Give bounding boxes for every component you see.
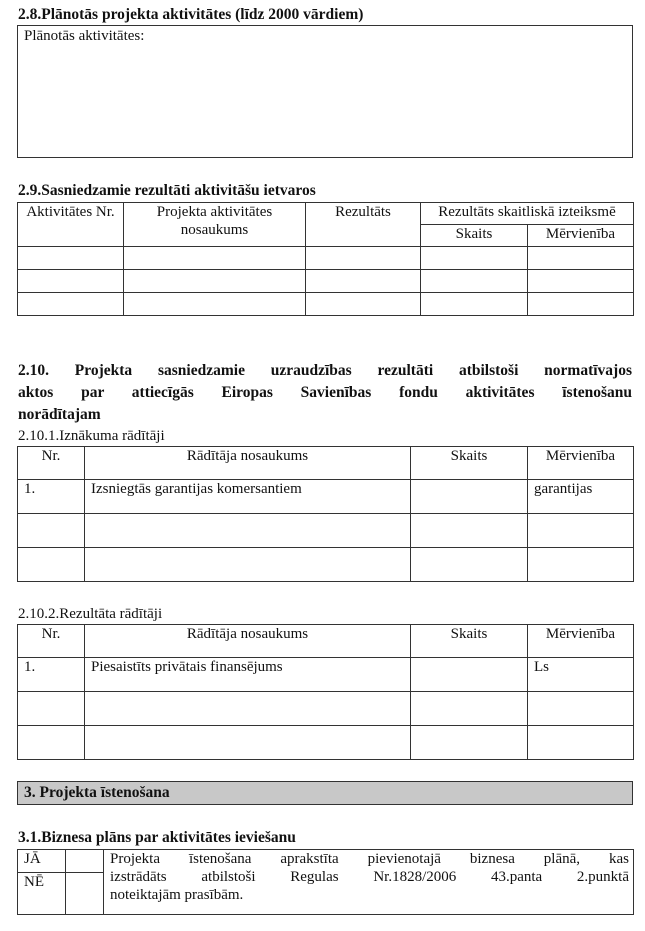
result-indicators-subheading: 2.10.2.Rezultāta rādītāji [18, 606, 163, 622]
col-nr: Nr. [18, 447, 85, 480]
row-indicator-name: Izsniegtās garantijas komersantiem [85, 480, 411, 514]
col-activity-nr: Aktivitātes Nr. [18, 203, 124, 247]
row-nr: 1. [18, 658, 85, 692]
section-3-heading: 3. Projekta īstenošana [24, 784, 170, 801]
section-2-10-heading-line3: norādītajam [18, 406, 101, 423]
col-count: Skaits [411, 447, 528, 480]
table-row [18, 692, 634, 726]
col-unit: Mērvienība [528, 625, 634, 658]
yes-label: JĀ [18, 850, 66, 873]
col-activity-name: Projekta aktivitātes nosaukums [124, 203, 306, 247]
row-nr: 1. [18, 480, 85, 514]
row-count[interactable] [411, 658, 528, 692]
table-row [18, 514, 634, 548]
no-label: NĒ [18, 873, 66, 915]
table-row [18, 658, 634, 692]
col-unit: Mērvienība [528, 447, 634, 480]
business-plan-text-line2: izstrādāts atbilstoši Regulas Nr.1828/2006 43.panta 2.punktā [110, 869, 629, 885]
section-2-8-heading: 2.8.Plānotās projekta aktivitātes (līdz 2000 vārdiem) [18, 6, 364, 23]
activity-results-table [17, 202, 634, 316]
table-row [18, 480, 634, 514]
row-unit: Ls [528, 658, 634, 692]
col-indicator-name: Rādītāja nosaukums [85, 625, 411, 658]
yes-checkbox[interactable] [66, 850, 104, 873]
row-count[interactable] [411, 480, 528, 514]
output-indicators-subheading: 2.10.1.Iznākuma rādītāji [18, 428, 165, 444]
table-row [18, 293, 634, 316]
section-3-1-heading: 3.1.Biznesa plāns par aktivitātes ieviešanu [18, 829, 296, 846]
section-2-10-heading-line2: aktos par attiecīgās Eiropas Savienības fondu aktivitātes īstenošanu [18, 384, 632, 401]
col-result-numeric: Rezultāts skaitliskā izteiksmē [421, 203, 634, 225]
row-unit: garantijas [528, 480, 634, 514]
row-indicator-name: Piesaistīts privātais finansējums [85, 658, 411, 692]
table-row [18, 270, 634, 293]
no-checkbox[interactable] [66, 873, 104, 915]
planned-activities-label: Plānotās aktivitātes: [24, 28, 145, 44]
business-plan-table [17, 849, 634, 915]
business-plan-text-line3: noteiktajām prasībām. [110, 887, 244, 903]
table-row [18, 548, 634, 582]
col-unit: Mērvienība [528, 225, 634, 247]
output-indicators-table [17, 446, 634, 582]
section-2-10-heading-line1: 2.10. Projekta sasniedzamie uzraudzības rezultāti atbilstoši normatīvajos [18, 362, 632, 379]
table-row [18, 247, 634, 270]
col-count: Skaits [411, 625, 528, 658]
business-plan-text [104, 850, 634, 915]
col-count: Skaits [421, 225, 528, 247]
section-2-9-heading: 2.9.Sasniedzamie rezultāti aktivitāšu ietvaros [18, 182, 316, 199]
col-nr: Nr. [18, 625, 85, 658]
table-row [18, 726, 634, 760]
business-plan-text-line1: Projekta īstenošana aprakstīta pievienotajā biznesa plānā, kas [110, 851, 629, 867]
planned-activities-box[interactable] [17, 25, 633, 158]
col-result: Rezultāts [306, 203, 421, 247]
result-indicators-table [17, 624, 634, 760]
section-3-bar [17, 781, 633, 805]
col-indicator-name: Rādītāja nosaukums [85, 447, 411, 480]
